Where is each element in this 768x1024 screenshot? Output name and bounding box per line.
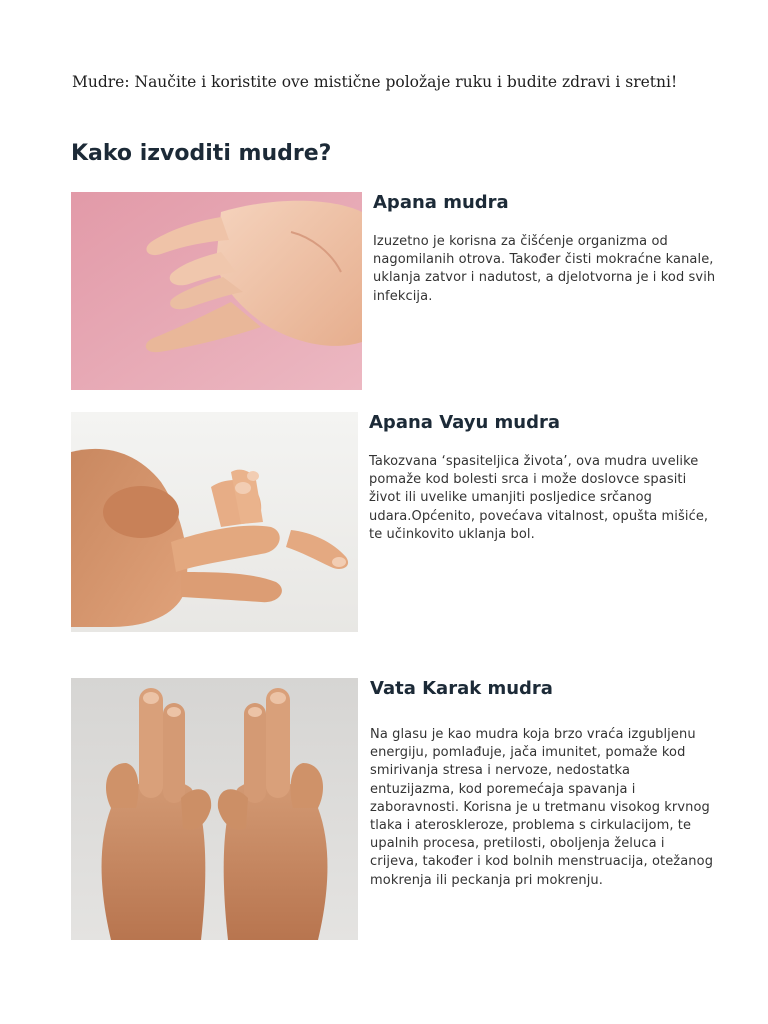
entry-description-apana-mudra: Izuzetno je korisna za čišćenje organizma od nagomilanih otrova. Također čisti mokraćne kanale, uklanja zatvor i nadutost, a djelotvorna je i kod svih infekcija.: [373, 234, 716, 304]
apana-vayu-mudra-photo: [71, 412, 358, 632]
hand-photo-illustration: [71, 192, 362, 390]
entry-title-apana-vayu-mudra: Apana Vayu mudra: [369, 412, 561, 433]
entry-description-vata-karak-mudra: Na glasu je kao mudra koja brzo vraća izgubljenu energiju, pomlađuje, jača imunitet, pomaže kod smirivanja stresa i nervoze, nedostatka entuzijazma, kod poremećaja spavanja i zaboravnosti. Korisna je u tretmanu visokog krvnog tlaka i ateroskleroze, problema s cirkulacijom, te upalnih procesa, pretilosti, oboljenja želuca i crijeva, također i kod bolnih menstruacija, otežanog mokrenja ili peckanja pri mokrenju.: [370, 727, 714, 888]
page-title: Mudre: Naučite i koristite ove mistične položaje ruku i budite zdravi i sretni!: [72, 73, 678, 91]
entry-description-apana-vayu-mudra: Takozvana ‘spasiteljica života’, ova mudra uvelike pomaže kod bolesti srca i može doslovce spasiti život ili uvelike umanjiti posljedice srčanog udara.Općenito, povećava vitalnost, opušta mišiće, te učinkovito uklanja bol.: [369, 454, 709, 542]
hand-photo-illustration: [71, 412, 358, 632]
section-heading: Kako izvoditi mudre?: [71, 141, 332, 166]
apana-mudra-photo: [71, 192, 362, 390]
entry-title-vata-karak-mudra: Vata Karak mudra: [370, 678, 553, 699]
entry-title-apana-mudra: Apana mudra: [373, 192, 509, 213]
vata-karak-mudra-photo: [71, 678, 358, 940]
hands-photo-illustration: [71, 678, 358, 940]
